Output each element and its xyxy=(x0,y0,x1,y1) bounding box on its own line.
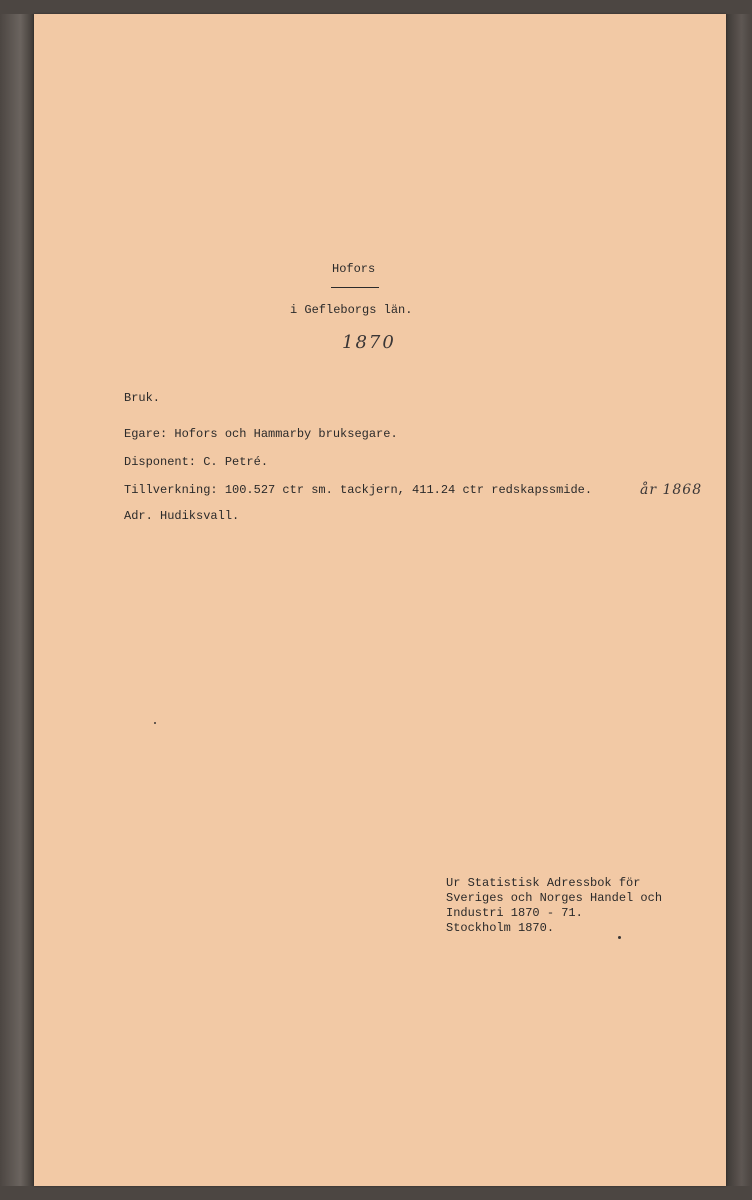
source-line: Ur Statistisk Adressbok för xyxy=(446,876,641,890)
entry-line-type: Bruk. xyxy=(124,391,161,405)
source-line: Industri 1870 - 71. xyxy=(446,906,583,920)
entry-line-production: Tillverkning: 100.527 ctr sm. tackjern, 411.24 ctr redskapssmide. xyxy=(124,483,593,497)
document-subtitle: i Gefleborgs län. xyxy=(290,303,413,317)
scan-edge-left xyxy=(0,0,34,1200)
handwritten-note: år 1868 xyxy=(640,482,703,498)
scan-edge-bottom xyxy=(0,1186,752,1200)
document-page xyxy=(34,14,726,1186)
entry-line-manager: Disponent: C. Petré. xyxy=(124,455,269,469)
document-title: Hofors xyxy=(332,262,376,276)
ink-speck xyxy=(154,722,156,724)
title-underline xyxy=(331,287,379,288)
handwritten-year: 1870 xyxy=(342,332,396,353)
entry-line-owner: Egare: Hofors och Hammarby bruksegare. xyxy=(124,427,398,441)
source-line: Stockholm 1870. xyxy=(446,921,555,935)
scan-edge-top xyxy=(0,0,752,14)
ink-speck xyxy=(618,936,621,939)
scan-edge-right xyxy=(726,0,752,1200)
entry-line-address: Adr. Hudiksvall. xyxy=(124,509,240,523)
source-line: Sveriges och Norges Handel och xyxy=(446,891,663,905)
